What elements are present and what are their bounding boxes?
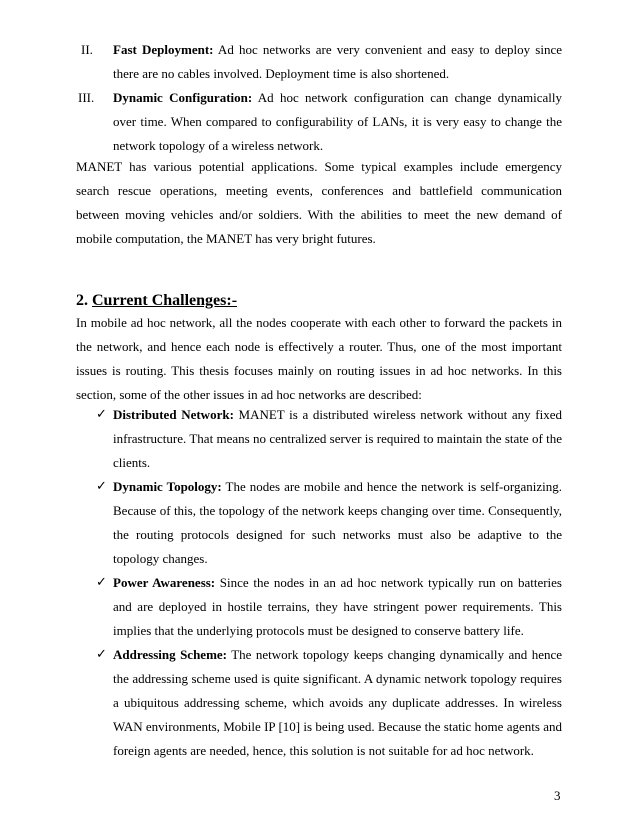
roman-number: II.: [81, 42, 93, 57]
checkmark-icon: ✓: [96, 575, 107, 590]
page-number: 3: [554, 788, 561, 803]
section-intro-paragraph: In mobile ad hoc network, all the nodes cooperate with each other to forward the packets in the network, and hence each node is effectively a router. Thus, one of the most important issues is routing. This thesis focuses mainly on routing issues in ad hoc networks. In this section, some of the other issues in ad hoc networks are described:: [76, 315, 562, 402]
check-item-text: The network topology keeps changing dynamically and hence the addressing scheme used is quite significant. A dynamic network topology requires a ubiquitous addressing scheme, which avoids any duplicate addresses. In wireless WAN environments, Mobile IP [10] is being used. Because the static home agents and foreign agents are needed, hence, this solution is not suitable for ad hoc network.: [113, 647, 562, 758]
check-item-body: [113, 475, 562, 571]
roman-item-term: Dynamic Configuration:: [113, 90, 253, 105]
check-item-text: MANET is a distributed wireless network without any fixed infrastructure. That means no centralized server is required to maintain the state of the clients.: [113, 407, 563, 470]
roman-item-body: [113, 38, 562, 86]
check-item-term: Power Awareness:: [113, 575, 216, 590]
roman-number: III.: [78, 90, 95, 105]
check-item-body: [113, 571, 562, 643]
manet-applications-paragraph: MANET has various potential applications. Some typical examples include emergency search rescue operations, meeting events, conferences and battlefield communication between moving vehicles and/or soldiers. With the abilities to meet the new demand of mobile computation, the MANET has very bright futures.: [76, 159, 562, 246]
check-item-term: Addressing Scheme:: [113, 647, 227, 662]
section-title: Current Challenges:-: [92, 292, 238, 309]
roman-item-text: Ad hoc networks are very convenient and easy to deploy since there are no cables involved. Deployment time is also shortened.: [113, 42, 562, 81]
check-item-text: Since the nodes in an ad hoc network typically run on batteries and are deployed in hostile terrains, they have stringent power requirements. This implies that the underlying protocols must be designed to conserve battery life.: [113, 575, 562, 638]
roman-item-term: Fast Deployment:: [113, 42, 214, 57]
checkmark-icon: ✓: [96, 479, 107, 494]
check-item-body: [113, 643, 562, 763]
check-item-term: Dynamic Topology:: [113, 479, 222, 494]
check-item-body: [113, 403, 562, 475]
roman-item-text: Ad hoc network configuration can change dynamically over time. When compared to configurability of LANs, it is very easy to change the network topology of a wireless network.: [113, 90, 563, 153]
checkmark-icon: ✓: [96, 647, 107, 662]
section-heading: [76, 290, 237, 312]
section-number: 2.: [76, 292, 92, 309]
checkmark-icon: ✓: [96, 407, 107, 422]
check-item-text: The nodes are mobile and hence the network is self-organizing. Because of this, the topology of the network keeps changing over time. Consequently, the routing protocols designed for such networks must also be adaptive to the topology changes.: [113, 479, 562, 566]
check-item-term: Distributed Network:: [113, 407, 234, 422]
roman-item-body: [113, 86, 562, 158]
